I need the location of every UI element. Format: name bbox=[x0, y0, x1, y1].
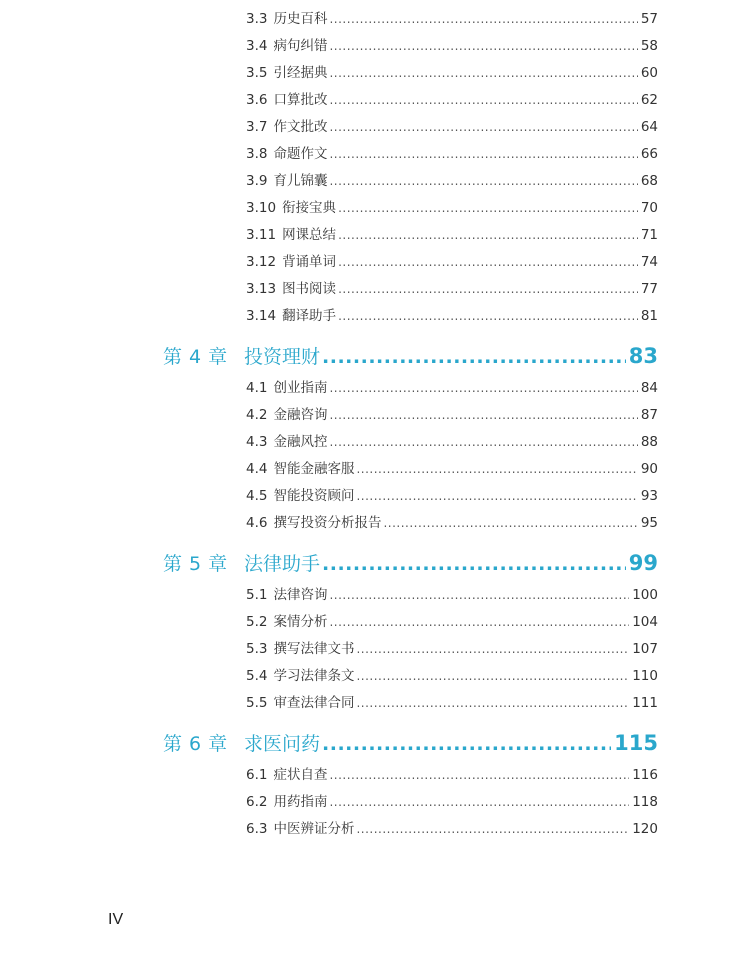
section-title: 命题作文 bbox=[273, 146, 328, 162]
section-number: 3.5 bbox=[246, 65, 268, 81]
leader-dots bbox=[356, 487, 637, 505]
leader-dots bbox=[338, 226, 638, 244]
section-page-number: 120 bbox=[632, 821, 658, 837]
section-title: 育儿锦囊 bbox=[273, 173, 328, 189]
section-title: 创业指南 bbox=[273, 380, 328, 396]
section-number: 3.13 bbox=[246, 281, 277, 297]
section-number: 4.5 bbox=[246, 488, 268, 504]
section-page-number: 81 bbox=[640, 308, 658, 324]
toc-entry bbox=[246, 64, 658, 82]
section-title: 衔接宝典 bbox=[282, 200, 337, 216]
toc-entry bbox=[246, 766, 658, 784]
leader-dots bbox=[338, 280, 638, 298]
leader-dots bbox=[329, 10, 637, 28]
toc-entry bbox=[246, 613, 658, 631]
leader-dots bbox=[329, 793, 629, 811]
section-number: 6.2 bbox=[246, 794, 268, 810]
toc-entry bbox=[246, 379, 658, 397]
section-page-number: 64 bbox=[640, 119, 658, 135]
leader-dots bbox=[356, 694, 629, 712]
section-number: 6.1 bbox=[246, 767, 268, 783]
section-number: 5.2 bbox=[246, 614, 268, 630]
toc-entry bbox=[246, 487, 658, 505]
toc-entry bbox=[246, 307, 658, 325]
chapter-page-number: 83 bbox=[628, 344, 658, 368]
leader-dots bbox=[329, 37, 637, 55]
section-title: 背诵单词 bbox=[282, 254, 337, 270]
section-page-number: 95 bbox=[640, 515, 658, 531]
section-page-number: 87 bbox=[640, 407, 658, 423]
section-page-number: 74 bbox=[640, 254, 658, 270]
section-number: 3.11 bbox=[246, 227, 277, 243]
leader-dots bbox=[338, 253, 638, 271]
section-title: 金融咨询 bbox=[273, 407, 328, 423]
section-title: 金融风控 bbox=[273, 434, 328, 450]
section-title: 智能投资顾问 bbox=[273, 488, 355, 504]
leader-dots bbox=[338, 199, 638, 217]
leader-dots bbox=[356, 460, 637, 478]
section-title: 撰写投资分析报告 bbox=[273, 515, 382, 531]
toc-entry bbox=[246, 172, 658, 190]
chapter-heading bbox=[163, 549, 658, 577]
toc-entry bbox=[246, 253, 658, 271]
section-page-number: 110 bbox=[632, 668, 658, 684]
section-page-number: 88 bbox=[640, 434, 658, 450]
chapter-label: 第 5 章 bbox=[163, 553, 228, 575]
section-page-number: 84 bbox=[640, 380, 658, 396]
toc-entry bbox=[246, 37, 658, 55]
section-title: 历史百科 bbox=[273, 11, 328, 27]
toc-entry bbox=[246, 199, 658, 217]
toc-entry bbox=[246, 10, 658, 28]
section-page-number: 66 bbox=[640, 146, 658, 162]
toc-entry bbox=[246, 793, 658, 811]
toc-entry bbox=[246, 118, 658, 136]
toc-entry bbox=[246, 640, 658, 658]
leader-dots bbox=[322, 550, 626, 578]
section-title: 智能金融客服 bbox=[273, 461, 355, 477]
chapter-page-number: 99 bbox=[628, 551, 658, 575]
section-title: 用药指南 bbox=[273, 794, 328, 810]
section-page-number: 62 bbox=[640, 92, 658, 108]
chapter-label: 第 6 章 bbox=[163, 733, 228, 755]
section-title: 口算批改 bbox=[273, 92, 328, 108]
leader-dots bbox=[329, 586, 629, 604]
section-number: 3.3 bbox=[246, 11, 268, 27]
section-number: 3.8 bbox=[246, 146, 268, 162]
toc-entry bbox=[246, 433, 658, 451]
leader-dots bbox=[329, 145, 637, 163]
section-number: 5.3 bbox=[246, 641, 268, 657]
leader-dots bbox=[329, 613, 629, 631]
section-number: 3.4 bbox=[246, 38, 268, 54]
section-number: 5.1 bbox=[246, 587, 268, 603]
toc-entry bbox=[246, 586, 658, 604]
toc-entry bbox=[246, 145, 658, 163]
leader-dots bbox=[329, 64, 637, 82]
section-page-number: 70 bbox=[640, 200, 658, 216]
section-page-number: 93 bbox=[640, 488, 658, 504]
section-page-number: 60 bbox=[640, 65, 658, 81]
section-number: 3.6 bbox=[246, 92, 268, 108]
section-title: 网课总结 bbox=[282, 227, 337, 243]
section-number: 4.4 bbox=[246, 461, 268, 477]
section-page-number: 71 bbox=[640, 227, 658, 243]
leader-dots bbox=[383, 514, 637, 532]
section-title: 图书阅读 bbox=[282, 281, 337, 297]
toc-entry bbox=[246, 406, 658, 424]
toc-entry bbox=[246, 667, 658, 685]
toc-entry bbox=[246, 820, 658, 838]
leader-dots bbox=[356, 820, 629, 838]
chapter-label: 第 4 章 bbox=[163, 346, 228, 368]
leader-dots bbox=[322, 730, 611, 758]
section-number: 3.7 bbox=[246, 119, 268, 135]
leader-dots bbox=[329, 766, 629, 784]
section-number: 4.1 bbox=[246, 380, 268, 396]
section-page-number: 111 bbox=[632, 695, 658, 711]
section-page-number: 57 bbox=[640, 11, 658, 27]
section-title: 引经据典 bbox=[273, 65, 328, 81]
chapter-heading bbox=[163, 342, 658, 370]
toc-entry bbox=[246, 226, 658, 244]
leader-dots bbox=[356, 667, 629, 685]
section-number: 5.5 bbox=[246, 695, 268, 711]
section-page-number: 68 bbox=[640, 173, 658, 189]
chapter-title: 求医问药 bbox=[244, 733, 321, 755]
toc-entry bbox=[246, 514, 658, 532]
page-number: IV bbox=[108, 911, 124, 928]
toc-entry bbox=[246, 460, 658, 478]
leader-dots bbox=[322, 343, 626, 371]
leader-dots bbox=[356, 640, 629, 658]
section-number: 3.12 bbox=[246, 254, 277, 270]
leader-dots bbox=[329, 118, 637, 136]
toc-entry bbox=[246, 694, 658, 712]
leader-dots bbox=[329, 172, 637, 190]
section-page-number: 90 bbox=[640, 461, 658, 477]
section-number: 3.10 bbox=[246, 200, 277, 216]
section-page-number: 116 bbox=[632, 767, 658, 783]
section-number: 4.6 bbox=[246, 515, 268, 531]
section-title: 作文批改 bbox=[273, 119, 328, 135]
leader-dots bbox=[338, 307, 638, 325]
section-title: 中医辨证分析 bbox=[273, 821, 355, 837]
section-page-number: 58 bbox=[640, 38, 658, 54]
leader-dots bbox=[329, 91, 637, 109]
toc-entry bbox=[246, 91, 658, 109]
section-number: 4.2 bbox=[246, 407, 268, 423]
chapter-heading bbox=[163, 729, 658, 757]
section-title: 撰写法律文书 bbox=[273, 641, 355, 657]
section-number: 5.4 bbox=[246, 668, 268, 684]
toc-entry bbox=[246, 280, 658, 298]
section-title: 法律咨询 bbox=[273, 587, 328, 603]
section-page-number: 118 bbox=[632, 794, 658, 810]
leader-dots bbox=[329, 433, 637, 451]
section-number: 4.3 bbox=[246, 434, 268, 450]
section-title: 学习法律条文 bbox=[273, 668, 355, 684]
section-title: 病句纠错 bbox=[273, 38, 328, 54]
section-title: 审查法律合同 bbox=[273, 695, 355, 711]
chapter-title: 投资理财 bbox=[244, 346, 321, 368]
section-number: 3.14 bbox=[246, 308, 277, 324]
leader-dots bbox=[329, 406, 637, 424]
section-title: 症状自查 bbox=[273, 767, 328, 783]
section-page-number: 100 bbox=[632, 587, 658, 603]
section-number: 3.9 bbox=[246, 173, 268, 189]
chapter-title: 法律助手 bbox=[244, 553, 321, 575]
section-page-number: 77 bbox=[640, 281, 658, 297]
section-page-number: 104 bbox=[632, 614, 658, 630]
section-title: 案情分析 bbox=[273, 614, 328, 630]
section-number: 6.3 bbox=[246, 821, 268, 837]
chapter-page-number: 115 bbox=[614, 731, 658, 755]
section-title: 翻译助手 bbox=[282, 308, 337, 324]
leader-dots bbox=[329, 379, 637, 397]
section-page-number: 107 bbox=[632, 641, 658, 657]
